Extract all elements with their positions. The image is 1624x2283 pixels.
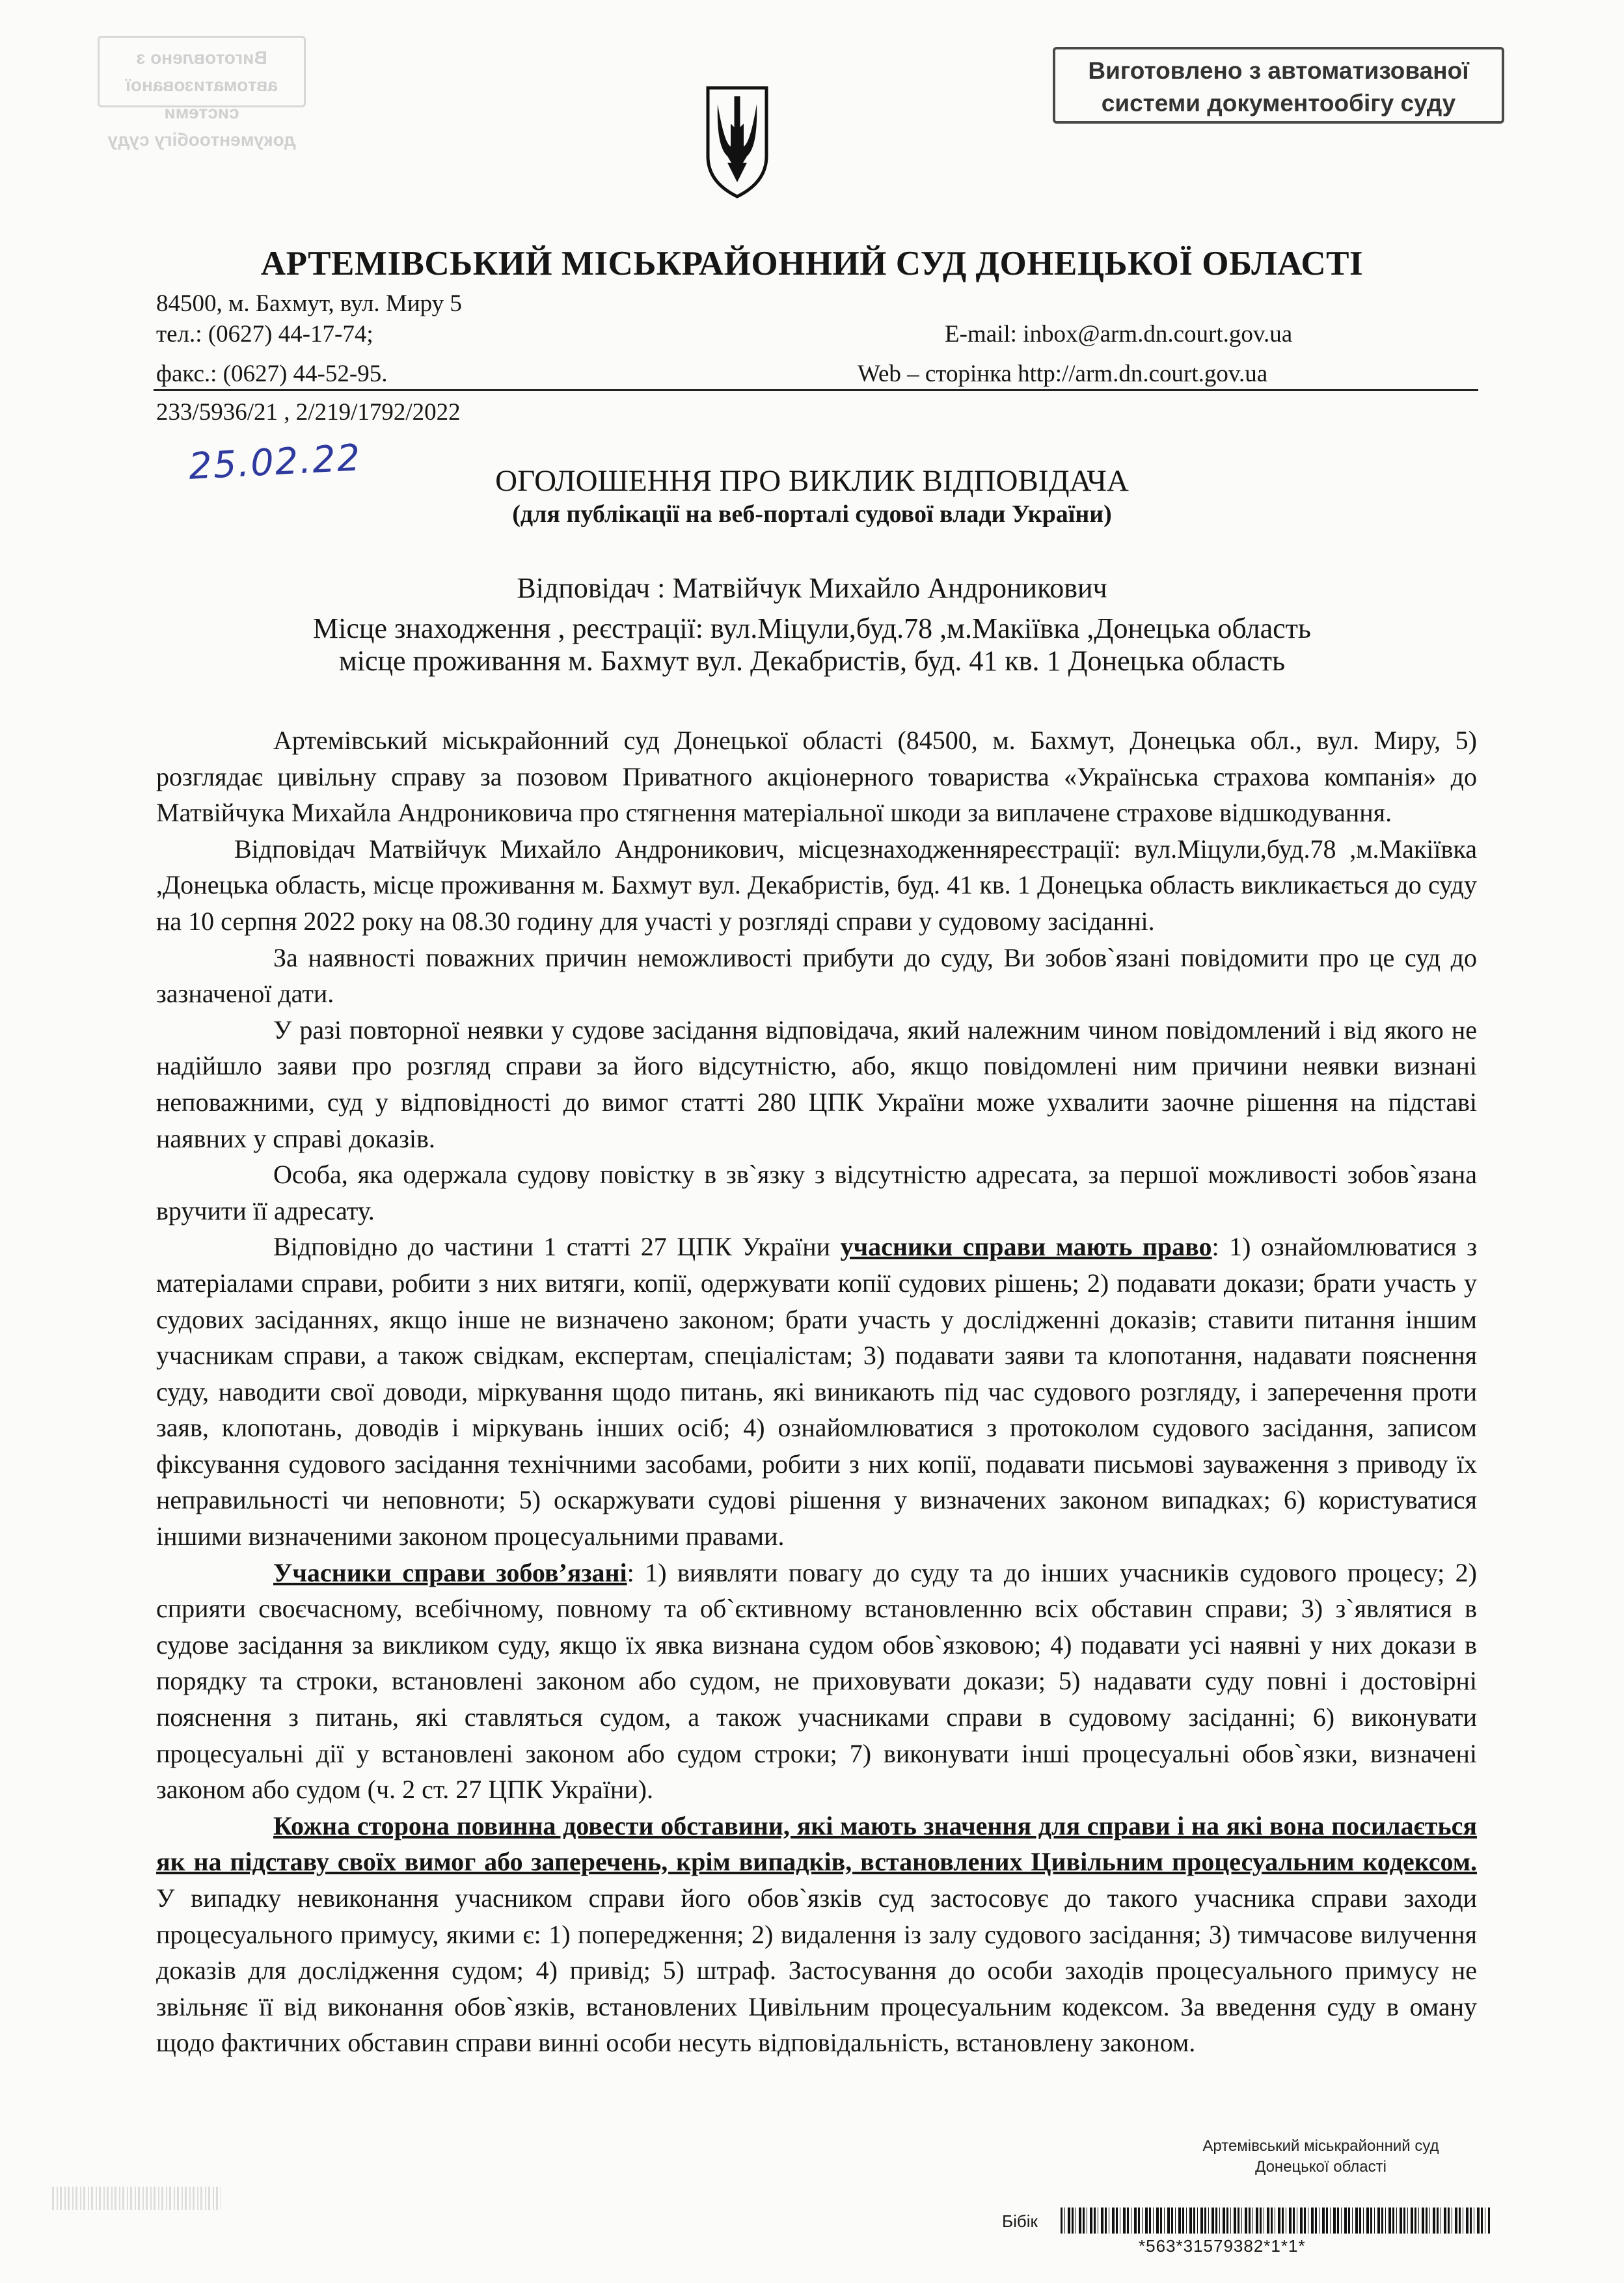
rights-list: : 1) ознайомлюватися з матеріалами справи, робити з них витяги, копії, одержувати копії судових рішень; 2) подавати докази; брати участь у судових засіданнях, якщо інше не визначено законом; брати участь у дослідженні доказів; ставити питання іншим учасникам справи, а також свідкам, експертам, спеціалістам; 3) подавати заяви та клопотання, надавати пояснення суду, наводити свої доводи, міркування щодо питань, які виникають під час судового розгляду, і заперечення проти заяв, клопотань, доводів і міркувань інших осіб; 4) ознайомлюватися з протоколом судового засідання, записом фіксування судового засідання технічними засобами, робити з них копії, подавати письмові зауваження з приводу їх неправильності чи неповноти; 5) оскаржувати судові рішення у визначених законом випадках; 6) користуватися іншими визначеними законом процесуальними правами. [156, 1232, 1477, 1552]
duties-list: : 1) виявляти повагу до суду та до інших учасників судового процесу; 2) сприяти своєчасному, всебічному, повному та об`єктивному встановленню всіх обставин справи; 3) з`являтися в судове засідання за викликом суду, якщо їх явка визнана судом обов`язковою; 4) подавати усі наявні у них докази в порядку та строки, встановлені законом або судом, не приховувати докази; 5) надавати суду повні і достовірні пояснення з питань, які ставляться судом, а також учасниками справи в судовому засіданні; 6) виконувати процесуальні дії у встановлені законом або судом строки; 7) виконувати інші процесуальні обов`язки, визначені законом або судом (ч. 2 ст. 27 ЦПК України). [156, 1557, 1477, 1805]
respondent-line: Відповідач : Матвійчук Михайло Андроникович [517, 572, 1107, 604]
footer-court-line1: Артемівський міськрайонний суд [1202, 2137, 1439, 2155]
paragraph-participant-duties [156, 1555, 1477, 1808]
stamp-line1: Виготовлено з автоматизованої [1088, 57, 1469, 84]
burden-of-proof-heading: Кожна сторона повинна довести обставини, які мають значення для справи і на які вона посилається як на підставу своїх вимог або заперечень, крім випадків, встановлених Цивільним процесуальним кодексом. [156, 1811, 1477, 1877]
clerk-name: Бібік [1002, 2211, 1038, 2231]
duties-heading: Учасники справи зобов’язані [273, 1557, 627, 1587]
ghost-stamp [98, 36, 306, 150]
procedural-coercion-text: У випадку невиконання учасником справи його обов`язків суд застосовує до такого учасника справи заходи процесуального примусу, якими є: 1) попередження; 2) видалення із залу судового засідання; 3) тимчасове вилучення доказів для дослідження судом; 4) привід; 5) штраф. Застосування до особи заходів процесуального примусу не звільняє її від виконання обов`язків, встановлених Цивільним процесуальним кодексом. За введення суду в оману щодо фактичних обставин справи винні особи несуть відповідальність, встановлену законом. [156, 1883, 1477, 2058]
header-divider [154, 389, 1478, 391]
ghost-stamp-line2: системи документообігу суду [107, 102, 296, 150]
paragraph-notify-court: За наявності поважних причин неможливості прибути до суду, Ви зобов`язані повідомити про це суд до зазначеної дати. [156, 942, 1477, 1009]
ghost-barcode [52, 2187, 221, 2210]
barcode-number: *563*31579382*1*1* [1139, 2236, 1306, 2256]
paragraph-participant-rights [156, 1229, 1477, 1554]
notice-body [156, 722, 1477, 2061]
rights-intro: Відповідно до частини 1 статті 27 ЦПК України [273, 1232, 841, 1262]
paragraph-burden-of-proof [156, 1808, 1477, 2061]
notice-subtitle: (для публікації на веб-порталі судової влади України) [512, 500, 1112, 528]
paragraph-delivery-duty: Особа, яка одержала судову повістку в зв`язку з відсутністю адресата, за першої можливості зобов`язана вручити її адресату. [156, 1160, 1477, 1225]
notice-title: ОГОЛОШЕННЯ ПРО ВИКЛИК ВІДПОВІДАЧА [495, 464, 1129, 498]
paragraph-case-description: Артемівський міськрайонний суд Донецької області (84500, м. Бахмут, Донецька обл., вул. Миру, 5) розглядає цивільну справу за позовом Приватного акціонерного товариства «Українська страхова компанія» до Матвійчука Михайла Андрониковича про стягнення матеріальної шкоди за виплачене страхове відшкодування. [156, 726, 1477, 828]
residence-line: місце проживання м. Бахмут вул. Декабристів, буд. 41 кв. 1 Донецька область [338, 645, 1286, 677]
handwritten-date: 25.02.22 [187, 437, 362, 488]
automation-stamp [1053, 47, 1504, 124]
court-fax: факс.: (0627) 44-52-95. [156, 361, 388, 387]
paragraph-absence-consequences: У разі повторної неявки у судове засідання відповідача, який належним чином повідомлений і від якого не надійшло заяви про розгляд справи за його відсутністю, або, якщо повідомлені ним причини неявки визнані неповажними, суд у відповідності до вимог статті 280 ЦПК України може ухвалити заочне рішення на підставі наявних у справі доказів. [156, 1015, 1477, 1153]
case-numbers: 233/5936/21 , 2/219/1792/2022 [156, 399, 461, 426]
ghost-stamp-line1: Виготовлено з автоматизованої [126, 48, 278, 95]
stamp-line2: системи документообігу суду [1101, 90, 1456, 116]
footer-court-line2: Донецької області [1255, 2158, 1387, 2176]
rights-heading: учасники справи мають право [840, 1232, 1212, 1262]
court-website: Web – сторінка http://arm.dn.court.gov.ua [858, 361, 1268, 387]
court-phone: тел.: (0627) 44-17-74; [156, 321, 373, 348]
court-email: E-mail: inbox@arm.dn.court.gov.ua [945, 321, 1293, 348]
coat-of-arms-icon [705, 85, 770, 198]
paragraph-summons: Відповідач Матвійчук Михайло Андроникович, місцезнаходженняреєстрації: вул.Міцули,буд.78 ,м.Макіївка ,Донецька область, місце проживання м. Бахмут вул. Декабристів, буд. 41 кв. 1 Донецька область викликається до суду на 10 серпня 2022 року на 08.30 годину для участі у розгляді справи у судовому засіданні. [156, 834, 1477, 936]
court-name: АРТЕМІВСЬКИЙ МІСЬКРАЙОННИЙ СУД ДОНЕЦЬКОЇ ОБЛАСТІ [260, 245, 1364, 282]
registration-line: Місце знаходження , реєстрації: вул.Міцули,буд.78 ,м.Макіївка ,Донецька область [313, 612, 1311, 644]
footer-court-stamp [1152, 2136, 1490, 2178]
court-address: 84500, м. Бахмут, вул. Миру 5 [156, 290, 462, 317]
document-barcode [1061, 2208, 1490, 2234]
